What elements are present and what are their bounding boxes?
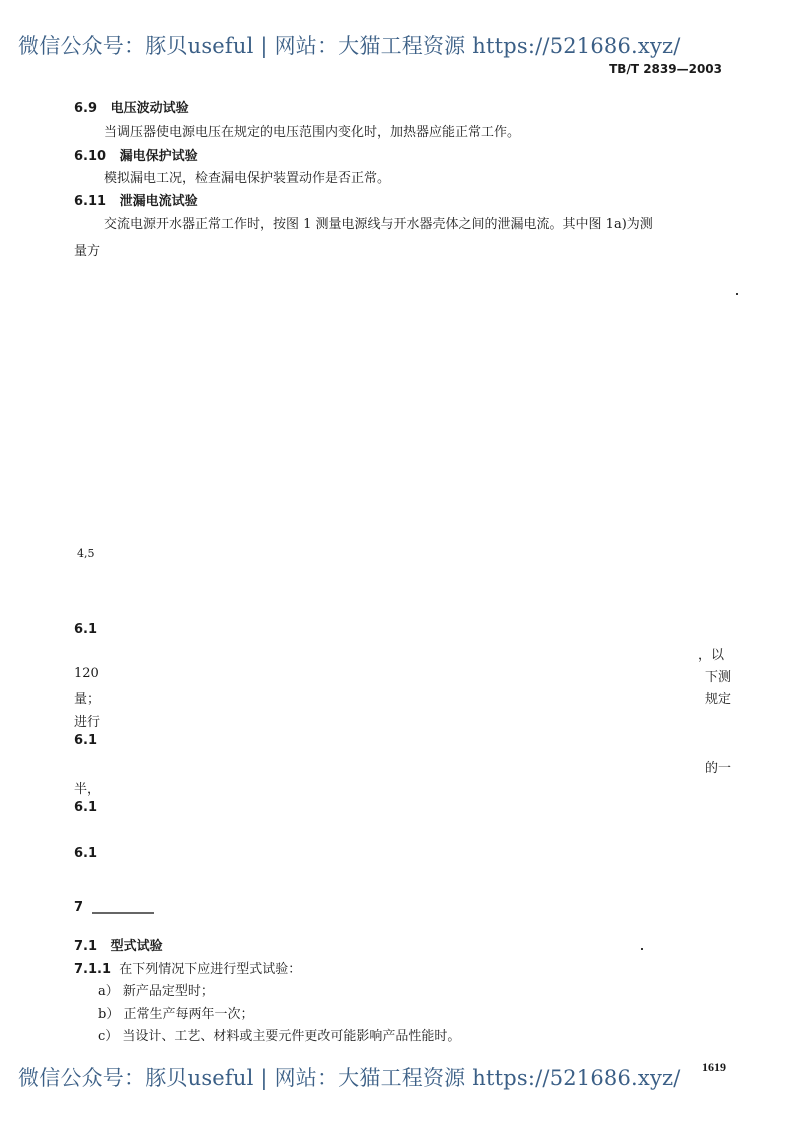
section-6-11-heading (74, 190, 198, 209)
section-title: 电压波动试验 (110, 101, 189, 116)
standard-code: TB/T 2839—2003 (609, 62, 722, 76)
section-6-9-heading (74, 97, 189, 116)
fragment-text: 进行 (74, 715, 101, 730)
fragment-text: 4,5 (77, 547, 95, 560)
fragment-text: 6.1 (74, 846, 98, 861)
section-number: 6.10 (74, 149, 107, 164)
section-6-9-body: 当调压器使电源电压在规定的电压范围内变化时，加热器应能正常工作。 (104, 125, 521, 140)
list-text: 正常生产每两年一次； (123, 1007, 254, 1022)
section-title: 泄漏电流试验 (119, 194, 198, 209)
section-6-10-body: 模拟漏电工况，检查漏电保护装置动作是否正常。 (104, 171, 391, 186)
fragment-text: 的一 (705, 761, 732, 776)
section-6-11-body: 交流电源开水器正常工作时，按图 1 测量电源线与开水器壳体之间的泄漏电流。其中图 1a)为测 (104, 217, 653, 232)
scan-speck (736, 293, 738, 295)
fragment-text: 下测 (705, 670, 732, 685)
section-7-1-heading (74, 935, 163, 954)
list-marker: b） (98, 1007, 120, 1022)
section-number: 7.1 (74, 939, 98, 954)
list-text: 当设计、工艺、材料或主要元件更改可能影响产品性能时。 (122, 1029, 461, 1044)
list-item (98, 1025, 460, 1044)
fragment-text: 量； (74, 692, 101, 707)
watermark-bottom: 微信公众号：豚贝useful | 网站：大猫工程资源 https://521686.xyz/ (18, 1066, 681, 1090)
section-title: 漏电保护试验 (119, 149, 198, 164)
fragment-text: 6.1 (74, 622, 98, 637)
list-marker: c） (98, 1029, 119, 1044)
fragment-text: 6.1 (74, 733, 98, 748)
scan-smudge (92, 912, 154, 914)
fragment-text: 规定 (705, 692, 732, 707)
section-7-1-1 (74, 958, 301, 977)
list-item (98, 1003, 253, 1022)
watermark-top: 微信公众号：豚贝useful | 网站：大猫工程资源 https://521686.xyz/ (18, 34, 681, 58)
fragment-text: 7 (74, 900, 84, 915)
section-6-11-body-cont: 量方 (74, 244, 101, 259)
list-item (98, 980, 214, 999)
fragment-text: 120 (74, 666, 99, 681)
section-number: 6.9 (74, 101, 98, 116)
section-title: 型式试验 (110, 939, 163, 954)
scan-speck (641, 948, 643, 950)
fragment-text: ，以 (698, 648, 725, 663)
section-number: 6.11 (74, 194, 107, 209)
clause-text: 在下列情况下应进行型式试验： (119, 962, 302, 977)
list-text: 新产品定型时； (122, 984, 214, 999)
clause-number: 7.1.1 (74, 962, 112, 977)
page-number: 1619 (702, 1060, 726, 1074)
fragment-text: 半， (74, 782, 101, 797)
list-marker: a） (98, 984, 119, 999)
section-6-10-heading (74, 145, 198, 164)
fragment-text: 6.1 (74, 800, 98, 815)
